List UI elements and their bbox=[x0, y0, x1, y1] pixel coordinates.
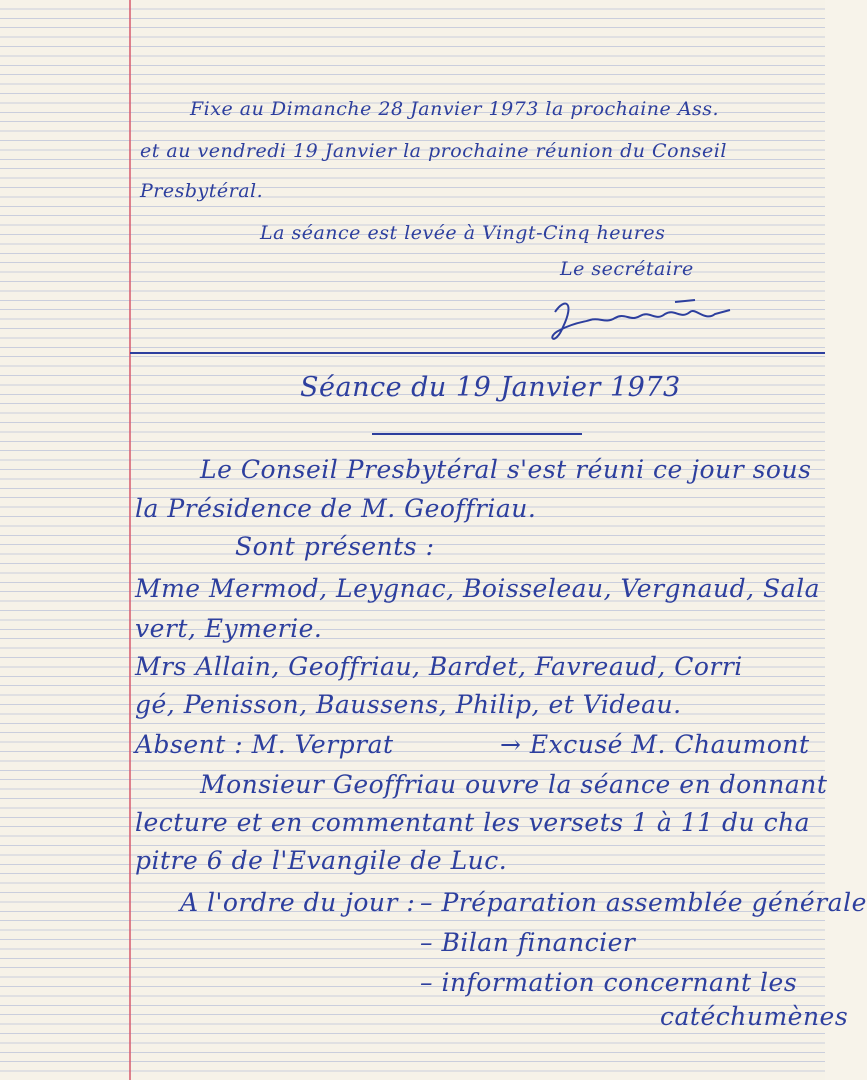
separator-line bbox=[130, 352, 825, 354]
minutes-line-2: et au vendredi 19 Janvier la prochaine réunion du Conseil bbox=[140, 140, 727, 162]
body-line-3: pitre 6 de l'Evangile de Luc. bbox=[135, 846, 508, 875]
mrs-line-2: gé, Penisson, Baussens, Philip, et Videau. bbox=[135, 690, 682, 719]
agenda-label: A l'ordre du jour : bbox=[180, 888, 416, 917]
title-underline bbox=[372, 433, 582, 435]
body-line-1: Monsieur Geoffriau ouvre la séance en donnant bbox=[200, 770, 828, 799]
present-label: Sont présents : bbox=[235, 532, 435, 561]
excused-line: → Excusé M. Chaumont bbox=[500, 730, 810, 759]
mrs-line-1: Mrs Allain, Geoffriau, Bardet, Favreaud, Corri bbox=[135, 652, 743, 681]
agenda-item-1: – Préparation assemblée générale bbox=[420, 888, 867, 917]
intro-line-1: Le Conseil Presbytéral s'est réuni ce jour sous bbox=[200, 455, 812, 484]
signature bbox=[545, 292, 745, 352]
secretary-label: Le secrétaire bbox=[560, 258, 694, 280]
agenda-item-3-cont: catéchumènes bbox=[660, 1002, 849, 1031]
minutes-line-1: Fixe au Dimanche 28 Janvier 1973 la prochaine Ass. bbox=[190, 98, 720, 120]
agenda-item-2: – Bilan financier bbox=[420, 928, 636, 957]
mmes-line-2: vert, Eymerie. bbox=[135, 614, 323, 643]
mmes-line-1: Mme Mermod, Leygnac, Boisseleau, Vergnaud, Sala bbox=[135, 574, 820, 603]
closing-line: La séance est levée à Vingt-Cinq heures bbox=[260, 222, 666, 244]
minutes-line-3: Presbytéral. bbox=[140, 180, 264, 202]
agenda-item-3: – information concernant les bbox=[420, 968, 798, 997]
absent-line: Absent : M. Verprat bbox=[135, 730, 394, 759]
intro-line-2: la Présidence de M. Geoffriau. bbox=[135, 494, 537, 523]
margin-line bbox=[129, 0, 131, 1080]
body-line-2: lecture et en commentant les versets 1 à 11 du cha bbox=[135, 808, 811, 837]
session-title: Séance du 19 Janvier 1973 bbox=[300, 372, 681, 403]
